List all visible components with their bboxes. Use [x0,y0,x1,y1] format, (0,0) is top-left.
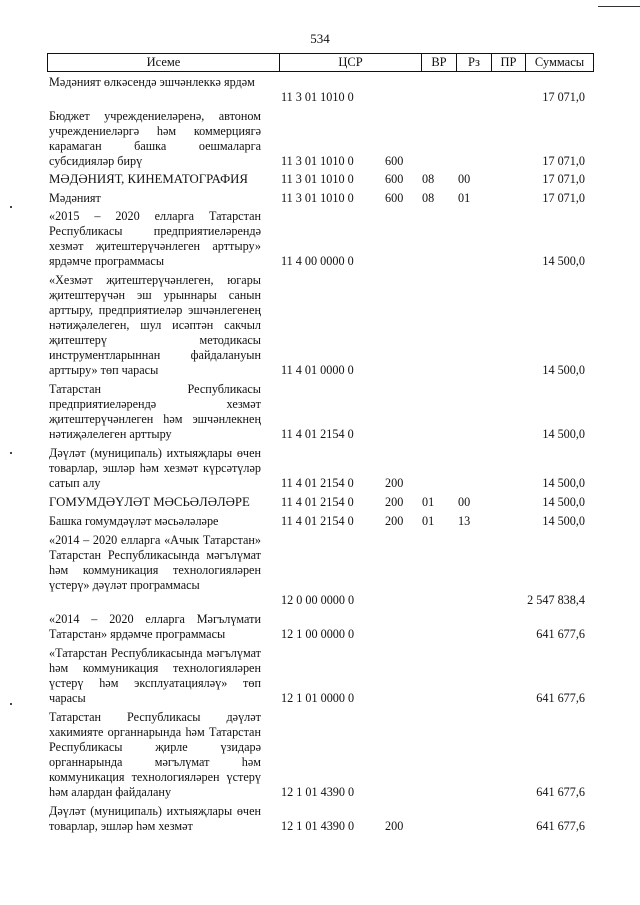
row-sum: 17 071,0 [542,191,585,205]
table-row [0,533,640,608]
row-name: «Татарстан Республикасында мәгълүмат һәм коммуникация технологияләрен үстерү һәм эксплуатацияләү» төп чарасы [49,646,261,705]
row-csr: 12 1 00 0000 0 [281,627,355,641]
row-name: Мәдәният өлкәсендә эшчәнлеккә ярдәм [49,75,255,89]
table-row [0,446,640,491]
row-name: Дәүләт (муниципаль) ихтыяҗлары өчен товарлар, эшләр һәм хезмәт [49,804,261,833]
table-row [0,514,640,529]
row-rz: 08 [422,191,435,205]
row-csr: 11 4 01 2154 0 [281,514,354,528]
row-csr: 11 3 01 1010 0 [281,191,354,205]
table-row [0,191,640,206]
header-row [48,54,594,72]
row-vr: 600 [385,154,404,168]
row-csr: 12 1 01 0000 0 [281,691,355,705]
table-row [0,109,640,169]
row-vr: 200 [385,514,404,528]
row-csr: 11 3 01 1010 0 [281,90,354,104]
header-sum: Суммасы [526,54,594,72]
row-csr: 11 4 01 0000 0 [281,363,354,377]
row-csr: 11 4 01 2154 0 [281,495,354,509]
row-csr: 12 1 01 4390 0 [281,785,355,799]
row-sum: 14 500,0 [542,495,585,509]
header-vr: ВР [422,54,457,72]
row-name: «2014 – 2020 елларга Мәгълүмати Татарстан» ярдәмче программасы [49,612,261,641]
table-row [0,382,640,442]
row-csr: 12 0 00 0000 0 [281,593,355,607]
row-pr: 01 [458,191,471,205]
row-sum: 17 071,0 [542,90,585,104]
table-row [0,646,640,706]
row-name: Татарстан Республикасы предприятиеләрендә хезмәт җитештерүчәнлеген һәм эшчәнлекнең нәтиҗәлелеген арттыру [49,382,261,441]
page-number: 534 [310,31,330,46]
row-csr: 11 3 01 1010 0 [281,154,354,168]
row-sum: 14 500,0 [542,514,585,528]
row-name: «2014 – 2020 елларга «Ачык Татарстан» Татарстан Республикасында мәгълүмат һәм коммуникация технологияләрен үстерү» дәүләт программасы [49,533,261,592]
row-sum: 14 500,0 [542,363,585,377]
row-sum: 17 071,0 [542,172,585,186]
row-sum: 641 677,6 [536,691,585,705]
row-sum: 2 547 838,4 [527,593,585,607]
table-row [0,495,640,510]
row-vr: 600 [385,191,404,205]
row-name: ГОМУМДӘҮЛӘТ МӘСЬӘЛӘЛӘРЕ [49,495,250,509]
row-vr: 200 [385,819,404,833]
table-row [0,612,640,642]
table-row [0,209,640,269]
row-pr: 00 [458,495,471,509]
row-vr: 600 [385,172,404,186]
row-sum: 14 500,0 [542,254,585,268]
table-header [47,53,594,72]
table-row [0,273,640,378]
row-name: Дәүләт (муниципаль) ихтыяҗлары өчен товарлар, эшләр һәм хезмәт күрсәтүләр сатып алу [49,446,261,490]
header-pr: ПР [492,54,526,72]
row-rz: 08 [422,172,435,186]
table-row [0,75,640,105]
row-csr: 12 1 01 4390 0 [281,819,355,833]
row-name: «2015 – 2020 елларга Татарстан Республикасы предприятиеләрендә хезмәт җитештерүчәнлеген арттыру» ярдәмче программасы [49,209,261,268]
row-name: «Хезмәт җитештерүчәнлеген, югары җитештерүчән эш урыннары санын арттыру, предприятиеләр эшчәнлегенең нәтиҗәлелеген, шул исәптән сакчыл җитештерү методикасы инструментларыннан файдалануын арттыру» төп чарасы [49,273,261,377]
corner-scan-line [598,6,640,7]
row-rz: 01 [422,514,435,528]
row-name: Бюджет учреждениеләренә, автоном учреждениеләргә һәм коммерциягә карамаган башка оешмаларга субсидияләр бирү [49,109,261,168]
row-csr: 11 4 01 2154 0 [281,476,354,490]
row-name: Мәдәният [49,191,101,205]
table-row [0,172,640,187]
row-vr: 200 [385,495,404,509]
row-sum: 14 500,0 [542,476,585,490]
row-vr: 200 [385,476,404,490]
row-sum: 17 071,0 [542,154,585,168]
row-name: Башка гомумдәүләт мәсьәләләре [49,514,219,528]
header-name: Исеме [48,54,280,72]
row-csr: 11 4 00 0000 0 [281,254,354,268]
row-csr: 11 3 01 1010 0 [281,172,354,186]
row-pr: 13 [458,514,471,528]
row-csr: 11 4 01 2154 0 [281,427,354,441]
table-row [0,710,640,800]
row-name: МӘДӘНИЯТ, КИНЕМАТОГРАФИЯ [49,172,248,186]
row-name: Татарстан Республикасы дәүләт хакимияте органнарында һәм Татарстан Республикасы җирле үзидарә органнарында мәгълүмат һәм коммуникация технологияләрен үстерү һәм алардан файдалану [49,710,261,799]
header-rz: Рз [457,54,492,72]
budget-rows [0,75,640,834]
row-pr: 00 [458,172,471,186]
table-row [0,804,640,834]
row-sum: 641 677,6 [536,819,585,833]
row-sum: 14 500,0 [542,427,585,441]
row-sum: 641 677,6 [536,627,585,641]
row-sum: 641 677,6 [536,785,585,799]
header-csr: ЦСР [280,54,422,72]
row-rz: 01 [422,495,435,509]
